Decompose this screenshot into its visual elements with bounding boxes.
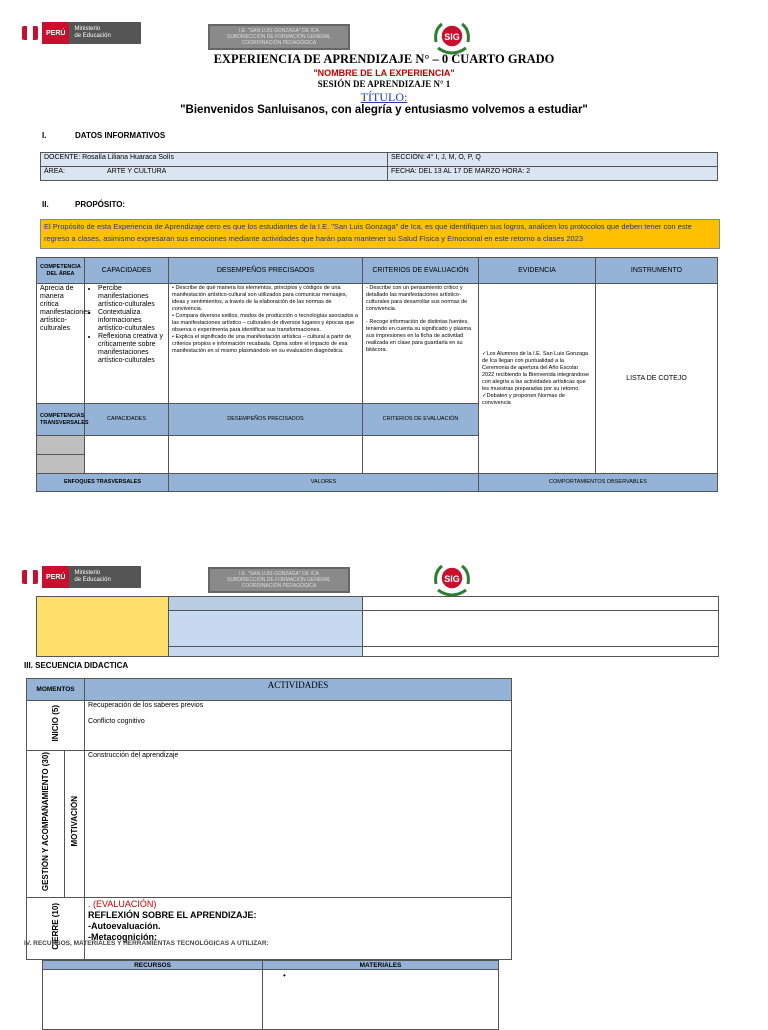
competency-table (36, 257, 718, 492)
ministry-line2: de Educación (74, 577, 111, 583)
inicio-line1: Recuperación de los saberes previos (88, 702, 204, 709)
evidencia-item: ✓Los Alumnos de la I.E. San Luis Gonzaga de Ica llegan con puntualidad a la Ceremonia de apertura del Año Escolar 2022 recibiendo la Bienvenida integrándose con alegría a las actividades artísticas que les muestras preparadas por su retorno. (482, 350, 590, 392)
instrumento-cell: LISTA DE COTEJO (596, 284, 718, 474)
gestion-cell (27, 751, 65, 898)
materiales-cell: • (263, 970, 499, 1030)
criterio-item: - Recoge información de distintas fuentes, teniendo en cuenta su significado y plasma sus impresiones en la ficha de actividad realizada en clase para guardarla en su bitácora. (366, 319, 472, 353)
autoevaluacion-label: -Autoevaluación. (88, 921, 161, 932)
inicio-activities (85, 701, 512, 751)
inicio-line2: Conflicto cognitivo (88, 718, 145, 725)
header-trans-desempenos: DESEMPEÑOS PRECISADOS (169, 404, 363, 436)
stamp-line2: SUBDIRECCIÓN DE FORMACIÓN GENERAL (227, 34, 331, 40)
header-capacidades: CAPACIDADES (85, 258, 169, 284)
desempeno-item: • Describe de qué manera los elementos, principios y códigos de una manifestación artístico-cultural son utilizados para comunicar mensajes, ideas y sentimientos, a través de la elaboración de las normas de convivencia. (172, 285, 348, 312)
school-stamp-page2 (208, 567, 350, 593)
competencia-text: Aprecia de manera crítica manifestaciones artístico-culturales (37, 284, 85, 404)
logo-text: SIG (444, 32, 460, 42)
header-criterios: CRITERIOS DE EVALUACIÓN (363, 258, 479, 284)
gestion-label: GESTIÓN Y ACOMPAÑAMIENTO (30) (41, 752, 50, 892)
blue-cell (169, 647, 363, 657)
section1-heading: DATOS INFORMATIVOS (75, 131, 166, 140)
seccion-cell: SECCIÓN: 4° I, J, M, O, P, Q (388, 153, 718, 167)
transversal-cell (363, 436, 479, 474)
info-table (40, 152, 718, 181)
criterios-cell (363, 284, 479, 404)
transversal-empty-cell (37, 436, 85, 474)
resources-table (42, 960, 499, 1030)
peru-label: PERÚ (42, 22, 69, 44)
ministry-logo (22, 22, 141, 44)
evaluacion-label: . (EVALUACIÓN) (88, 899, 157, 910)
titulo-label: TÍTULO: (360, 90, 408, 104)
gestion-activities: Construcción del aprendizaje (85, 751, 512, 898)
area-value: ARTE Y CULTURA (106, 168, 167, 175)
purpose-box: El Propósito de esta Experiencia de Aprendizaje cero es que los estudiantes de la I.E. "San Luis Gonzaga" de Ica, es que identifiquen sus logros, analicen los protocolos que deben tener con este regreso a clases, asimismo expresaran sus emociones mediante actividades que harán para mantener su Salud Física y Emocional en este retorno a clases 2023 (40, 219, 720, 249)
stamp-line1: I.E. "SAN LUIS GONZAGA" DE ICA (239, 571, 319, 577)
fecha-cell: FECHA: DEL 13 AL 17 DE MARZO HORA: 2 (388, 167, 718, 181)
capacidad-item: • Percibe manifestaciones artístico-culturales (98, 285, 165, 309)
peru-shield-icon (22, 570, 38, 584)
ministry-logo-page2 (22, 566, 141, 588)
transversal-cell (169, 436, 363, 474)
ministry-line2: de Educación (74, 33, 111, 39)
section1-number: I. (42, 131, 47, 140)
area-cell (41, 167, 388, 181)
peru-label: PERÚ (42, 566, 69, 588)
ministry-label (69, 22, 141, 44)
motivacion-label: MOTIVACIÓN (70, 796, 79, 847)
docente-cell: DOCENTE: Rosalía Liliana Huaraca Solís (41, 153, 388, 167)
stamp-line3: COORDINACIÓN PEDAGÓGICA (241, 583, 317, 589)
section3-heading: III. SECUENCIA DIDACTICA (24, 661, 129, 670)
empty-cell (363, 647, 719, 657)
desempenos-cell (169, 284, 363, 404)
header-comportamientos: COMPORTAMIENTOS OBSERVABLES (479, 474, 718, 492)
header-trans-capacidades: CAPACIDADES (85, 404, 169, 436)
evidencia-item: ✓Debaten y proponen Normas de convivencia (482, 392, 565, 406)
desempeno-item: • Compara diversos estilos, modos de producción o tecnologías asociados a las manifestaciones artístico – culturales de diversos lugares y épocas que observa o experimenta para identificar sus transformaciones. (172, 313, 358, 333)
cierre-label: CIERRE (10) (51, 902, 60, 950)
capacidades-list (85, 284, 169, 404)
transversal-cell (85, 436, 169, 474)
desempeno-item: • Explica el significado de una manifestación artística – cultural a partir de criterios propios e información recabada. Opina sobre el impacto de esa manifestación en sí mismo plasmándolo en su evaluación diagnóstica. (172, 334, 352, 354)
header-instrumento: INSTRUMENTO (596, 258, 718, 284)
stamp-line3: COORDINACIÓN PEDAGÓGICA (241, 40, 317, 46)
yellow-cell (37, 597, 169, 657)
blue-cell (169, 597, 363, 611)
session-title: SESIÓN DE APRENDIZAJE N° 1 (317, 79, 451, 89)
reflexion-label: REFLEXIÓN SOBRE EL APRENDIZAJE: (88, 910, 257, 921)
motivacion-cell (65, 751, 85, 898)
cierre-activities (85, 898, 512, 960)
header-comp-transversales: COMPETENCIAS TRANSVERSALES (37, 404, 85, 436)
section2-number: II. (42, 200, 49, 209)
header-evidencia: EVIDENCIA (479, 258, 596, 284)
recursos-cell (43, 970, 263, 1030)
header-trans-criterios: CRITERIOS DE EVALUACIÓN (363, 404, 479, 436)
area-label: ÁREA: (44, 168, 66, 175)
header-valores: VALORES (169, 474, 479, 492)
header-desempenos: DESEMPEÑOS PRECISADOS (169, 258, 363, 284)
inicio-label: INICIO (5) (51, 704, 60, 742)
blue-cell (169, 611, 363, 647)
criterio-item: - Describe con un pensamiento crítico y detallado las manifestaciones artístico-culturales para desarrollar sus normas de convivencia. (366, 285, 468, 312)
capacidad-item: • Reflexiona creativa y críticamente sobre manifestaciones artístico-culturales (98, 333, 165, 365)
header-enfoques: ENFOQUES TRASVERSALES (37, 474, 169, 492)
sequence-table (26, 678, 512, 960)
stamp-line2: SUBDIRECCIÓN DE FORMACIÓN GENERAL (227, 577, 331, 583)
logo-text: SIG (444, 574, 460, 584)
school-logo-icon (432, 560, 472, 600)
ministry-line1: Ministerio (74, 26, 101, 32)
empty-cell (363, 611, 719, 647)
cierre-cell (27, 898, 85, 960)
stamp-line1: I.E. "SAN LUIS GONZAGA" DE ICA (239, 28, 319, 34)
header-competencia: COMPETENCIA DEL ÁREA (37, 258, 85, 284)
page-title: EXPERIENCIA DE APRENDIZAJE N° – 0 CUARTO GRADO (213, 52, 555, 66)
header-momentos: MOMENTOS (27, 679, 85, 701)
capacidad-item: • Contextualiza informaciones artístico-culturales (98, 309, 165, 333)
peru-shield-icon (22, 26, 38, 40)
evidencia-cell (479, 284, 596, 474)
section4-heading: IV. RECURSOS, MATERIALES Y HERRAMIENTAS TECNOLÓGICAS A UTILIZAR: (24, 940, 269, 947)
section2-heading: PROPÓSITO: (75, 200, 126, 209)
school-stamp (208, 24, 350, 50)
experience-name: "NOMBRE DE LA EXPERIENCIA" (313, 68, 455, 78)
empty-cell (363, 597, 719, 611)
metacognicion-label: -Metacognición: (88, 932, 158, 943)
header-recursos: RECURSOS (43, 961, 263, 970)
titulo-text: "Bienvenidos Sanluisanos, con alegría y entusiasmo volvemos a estudiar" (180, 104, 588, 116)
header-materiales: MATERIALES (263, 961, 499, 970)
continuation-table (36, 596, 719, 657)
header-actividades: ACTIVIDADES (85, 679, 512, 701)
ministry-label (69, 566, 141, 588)
inicio-cell (27, 701, 85, 751)
ministry-line1: Ministerio (74, 570, 101, 576)
